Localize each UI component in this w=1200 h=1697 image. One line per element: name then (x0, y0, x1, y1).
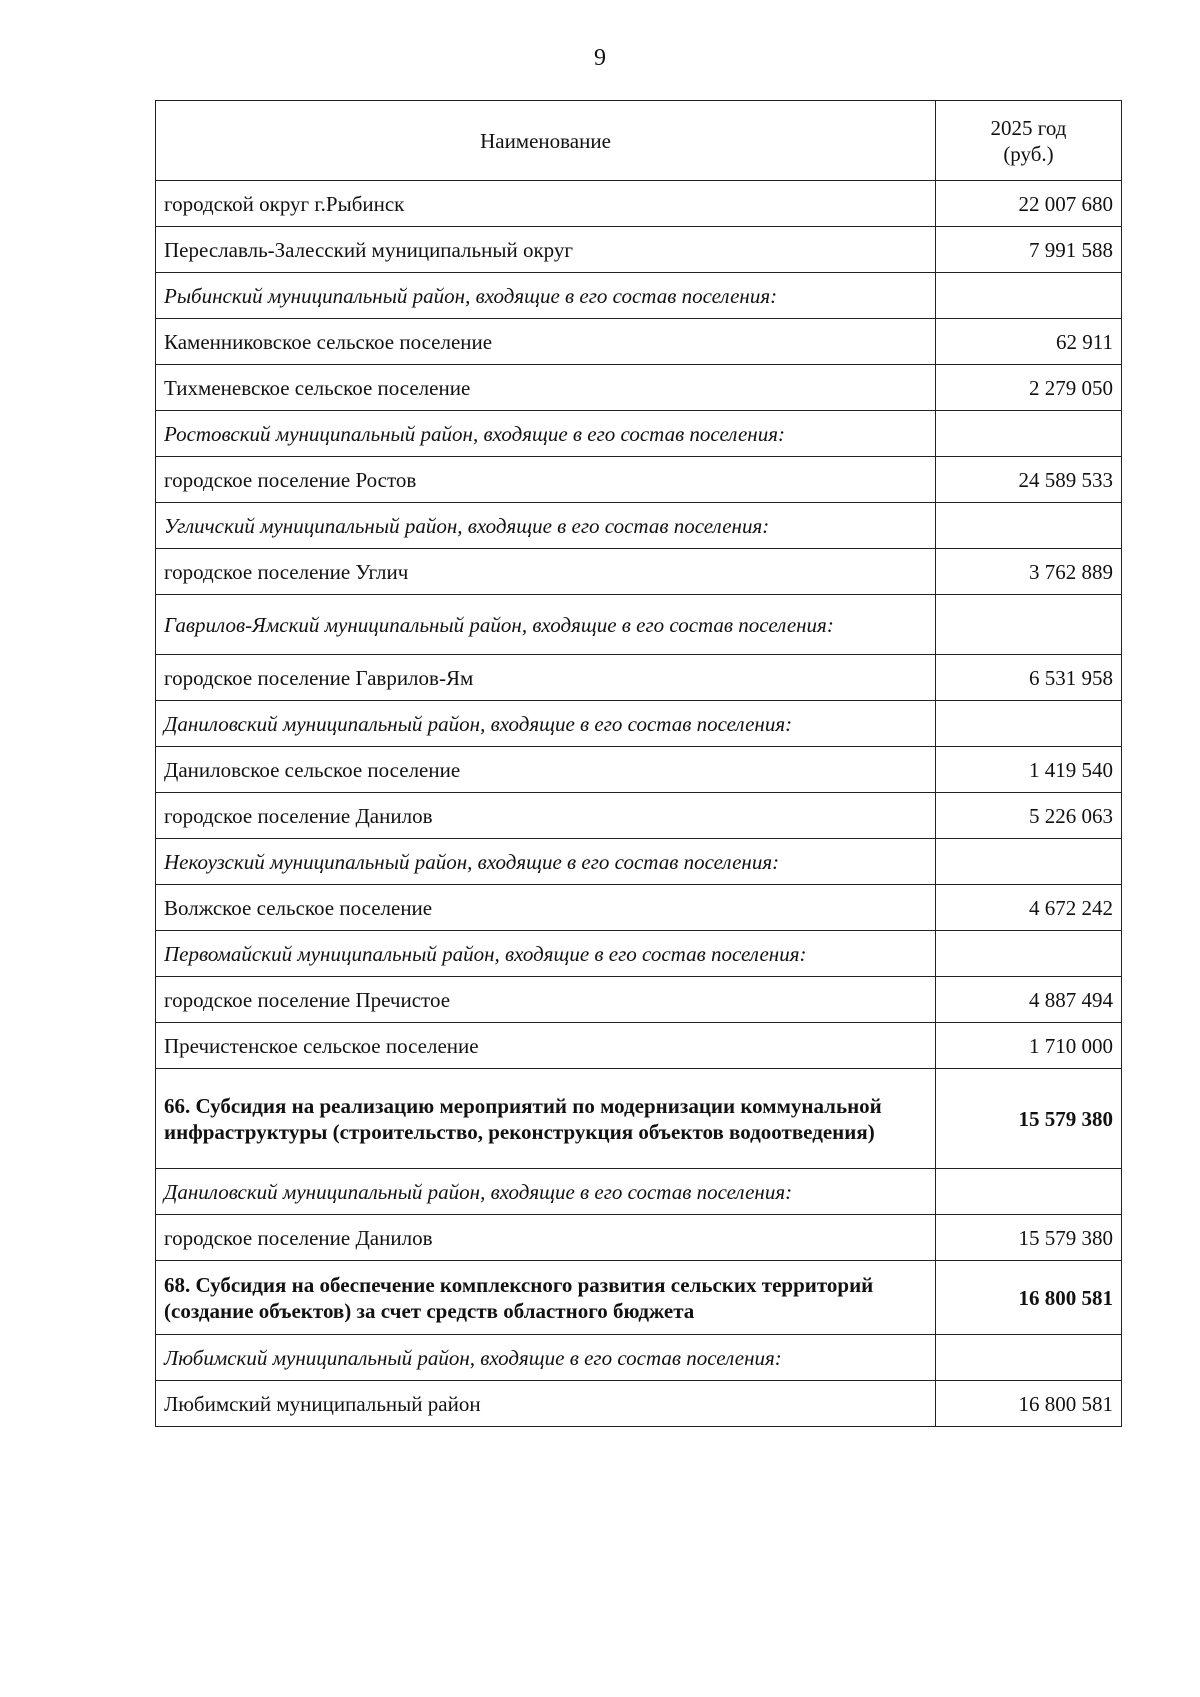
row-name: Тихменевское сельское поселение (156, 365, 936, 411)
table-row (156, 977, 1122, 1023)
row-value (936, 503, 1122, 549)
column-header-value-year: 2025 год (990, 115, 1067, 140)
row-name: Даниловский муниципальный район, входящие в его состав поселения: (156, 1169, 936, 1215)
row-value: 3 762 889 (936, 549, 1122, 595)
row-value: 24 589 533 (936, 457, 1122, 503)
table-row (156, 885, 1122, 931)
column-header-value-unit: (руб.) (1003, 141, 1054, 166)
table-row (156, 457, 1122, 503)
row-name: городской округ г.Рыбинск (156, 181, 936, 227)
row-name: Угличский муниципальный район, входящие в его состав поселения: (156, 503, 936, 549)
table-row (156, 549, 1122, 595)
row-name: Некоузский муниципальный район, входящие в его состав поселения: (156, 839, 936, 885)
page-number: 9 (594, 45, 606, 71)
table-row (156, 701, 1122, 747)
row-name: Гаврилов-Ямский муниципальный район, входящие в его состав поселения: (156, 595, 936, 655)
table-row (156, 931, 1122, 977)
row-name: Волжское сельское поселение (156, 885, 936, 931)
table-row (156, 655, 1122, 701)
table-row (156, 181, 1122, 227)
row-value: 7 991 588 (936, 227, 1122, 273)
row-name: городское поселение Углич (156, 549, 936, 595)
table-row (156, 595, 1122, 655)
table-row (156, 1023, 1122, 1069)
row-name: городское поселение Гаврилов-Ям (156, 655, 936, 701)
row-value: 22 007 680 (936, 181, 1122, 227)
row-name: Переславль-Залесский муниципальный округ (156, 227, 936, 273)
row-value (936, 931, 1122, 977)
row-name: 68. Субсидия на обеспечение комплексного развития сельских территорий (создание объектов) за счет средств областного бюджета (156, 1261, 936, 1335)
row-name: Первомайский муниципальный район, входящие в его состав поселения: (156, 931, 936, 977)
row-name: городское поселение Ростов (156, 457, 936, 503)
table-row (156, 747, 1122, 793)
row-name: городское поселение Данилов (156, 1215, 936, 1261)
row-name: Даниловское сельское поселение (156, 747, 936, 793)
row-value: 16 800 581 (936, 1381, 1122, 1427)
budget-table (155, 100, 1122, 1427)
row-value: 6 531 958 (936, 655, 1122, 701)
row-name: Ростовский муниципальный район, входящие в его состав поселения: (156, 411, 936, 457)
table-row (156, 273, 1122, 319)
table-row (156, 1261, 1122, 1335)
row-value: 4 672 242 (936, 885, 1122, 931)
table-header-row (156, 101, 1122, 181)
row-value: 15 579 380 (936, 1069, 1122, 1169)
row-name: городское поселение Пречистое (156, 977, 936, 1023)
row-value (936, 839, 1122, 885)
row-value: 62 911 (936, 319, 1122, 365)
row-value: 15 579 380 (936, 1215, 1122, 1261)
row-value: 2 279 050 (936, 365, 1122, 411)
row-name: Любимский муниципальный район (156, 1381, 936, 1427)
row-value: 4 887 494 (936, 977, 1122, 1023)
table-row (156, 503, 1122, 549)
row-name: Любимский муниципальный район, входящие в его состав поселения: (156, 1335, 936, 1381)
table-row (156, 793, 1122, 839)
table-row (156, 1069, 1122, 1169)
table-row (156, 1169, 1122, 1215)
table-row (156, 319, 1122, 365)
table-row (156, 411, 1122, 457)
column-header-name: Наименование (156, 101, 936, 181)
row-value (936, 595, 1122, 655)
row-value: 5 226 063 (936, 793, 1122, 839)
row-name: городское поселение Данилов (156, 793, 936, 839)
row-name: Даниловский муниципальный район, входящие в его состав поселения: (156, 701, 936, 747)
table-row (156, 1215, 1122, 1261)
table-row (156, 227, 1122, 273)
row-name: Рыбинский муниципальный район, входящие в его состав поселения: (156, 273, 936, 319)
row-value: 1 419 540 (936, 747, 1122, 793)
row-value: 1 710 000 (936, 1023, 1122, 1069)
row-value: 16 800 581 (936, 1261, 1122, 1335)
row-name: 66. Субсидия на реализацию мероприятий по модернизации коммунальной инфраструктуры (строительство, реконструкция объектов водоотведения) (156, 1069, 936, 1169)
table-row (156, 839, 1122, 885)
row-name: Каменниковское сельское поселение (156, 319, 936, 365)
row-value (936, 1169, 1122, 1215)
table-row (156, 1335, 1122, 1381)
column-header-value (936, 101, 1122, 181)
row-value (936, 411, 1122, 457)
table-row (156, 1381, 1122, 1427)
row-name: Пречистенское сельское поселение (156, 1023, 936, 1069)
row-value (936, 1335, 1122, 1381)
row-value (936, 701, 1122, 747)
row-value (936, 273, 1122, 319)
table-row (156, 365, 1122, 411)
